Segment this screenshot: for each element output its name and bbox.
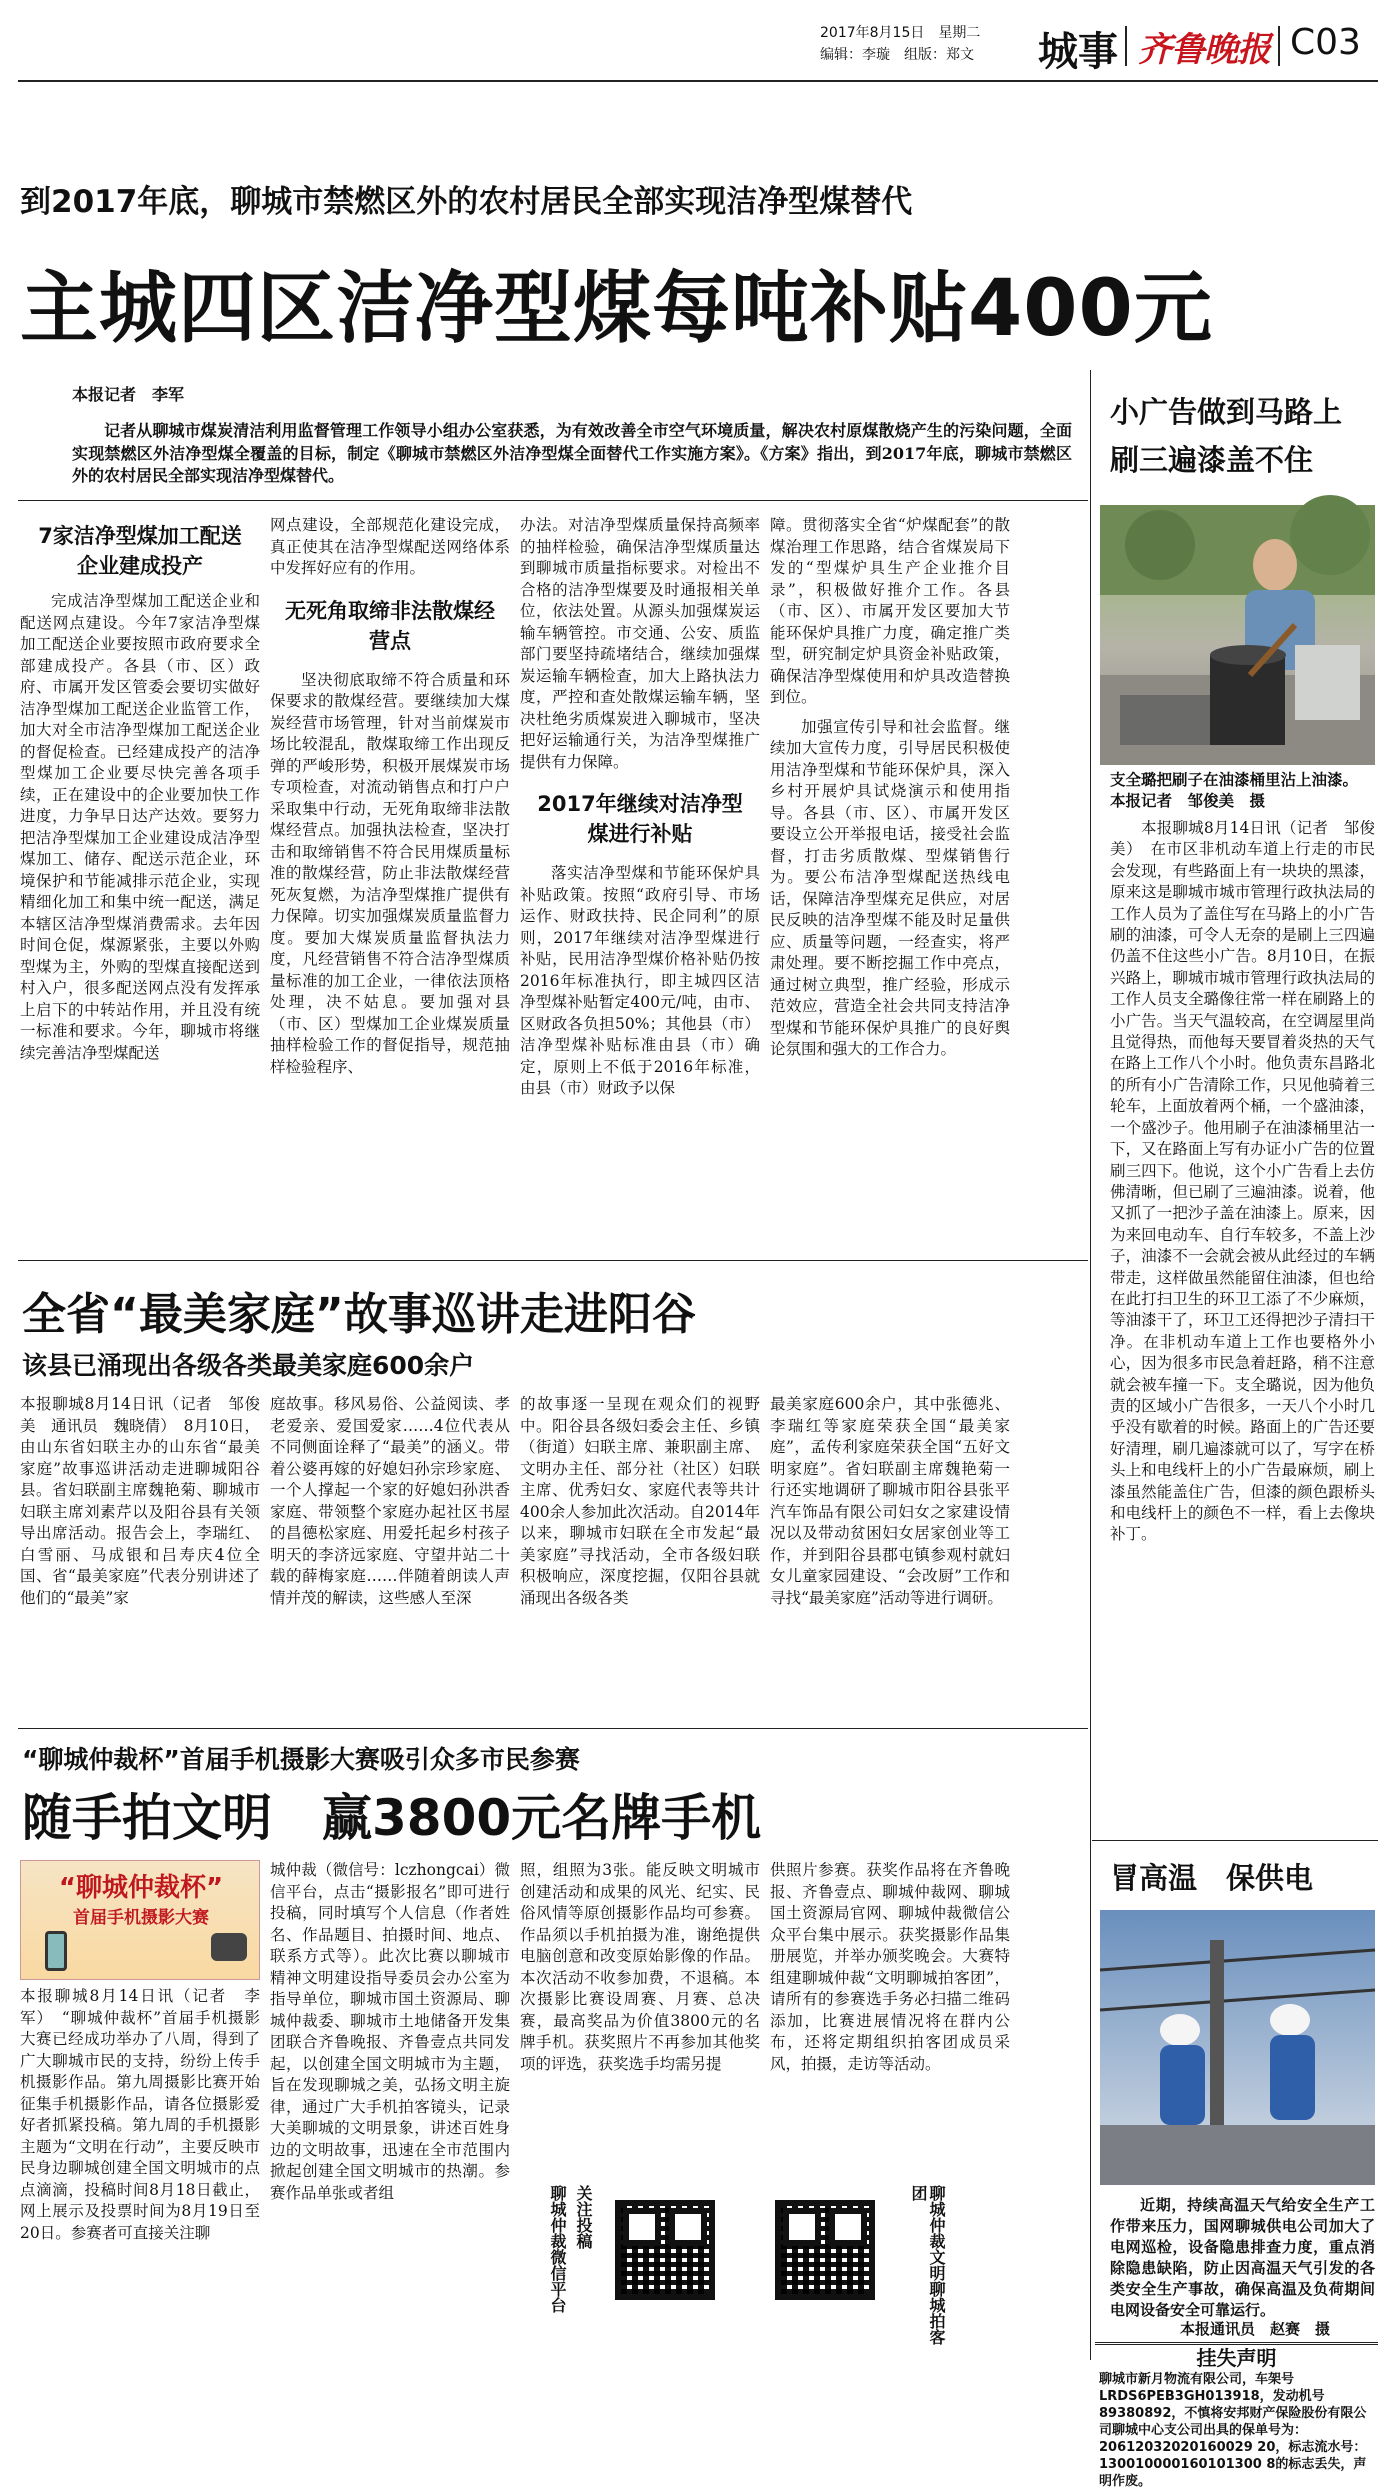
family-col-1: 本报聊城8月14日讯（记者 邹俊美 通讯员 魏晓倩） 8月10日，由山东省妇联主办的山东省“最美家庭”故事巡讲活动走进聊城阳谷县。省妇联副主席魏艳菊、聊城市妇联主席刘素芹以及阳谷县有关领导出席活动。报告会上，李瑞红、白雪丽、马成银和吕寿庆4位全国、省“最美家庭”代表分别讲述了他们的“最美”家 — [20, 1395, 260, 1607]
side2-text: 近期，持续高温天气给安全生产工作带来压力，国网聊城供电公司加大了电网巡检，设备隐患排查力度，重点消除隐患缺陷，防止因高温天气引发的各类安全生产事故，确保高温及负荷期间电网设备安全可靠运行。 — [1110, 2196, 1375, 2319]
paper-logo: 齐鲁晚报 — [1138, 30, 1270, 70]
qr1-label: 聊城仲裁微信平台 — [548, 2185, 567, 2313]
photo-col-3: 照，组照为3张。能反映文明城市创建活动和成果的风光、纪实、民俗风情等原创摄影作品均可参赛。作品须以手机拍摄为准，谢绝提供电脑创意和改变原始影像的作品。本次活动不收参加费，不退稿。本次摄影比赛设周赛、月赛、总决赛，最高奖品为价值3800元的名牌手机。获奖照片不再参加其他奖项的评选，获奖选手均需另提 — [520, 1861, 760, 2073]
photo-col-1: 本报聊城8月14日讯（记者 李军） “聊城仲裁杯”首届手机摄影大赛已经成功举办了八周，得到了广大聊城市民的支持，纷纷上传手机摄影作品。第九周摄影比赛开始征集手机摄影作品，请各位摄影爱好者抓紧投稿。第九周的手机摄影主题为“文明在行动”，主要反映市民身边聊城创建全国文明城市的点点滴滴，投稿时间8月18日截止，网上展示及投票时间为8月19日至20日。参赛者可直接关注聊 — [20, 1987, 260, 2242]
lead-col-3b: 落实洁净型煤和节能环保炉具补贴政策。按照“政府引导、市场运作、财政扶持、民企同利”的原则，2017年继续对洁净型煤进行补贴，民用洁净型煤价格补贴仍按2016年标准执行，即主城四区洁净型煤补贴暂定400元/吨，由市、区财政各负担50%；其他县（市）洁净型煤补贴标准由县（市）确定，原则上不低于2016年标准，由县（市）财政予以保 — [520, 864, 760, 1097]
qr1-note: 关注投稿 — [574, 2185, 593, 2249]
section-name: 城事 — [1038, 29, 1118, 75]
photo-headline: 随手拍文明 赢3800元名牌手机 — [22, 1789, 762, 1847]
lost-notice — [1095, 2342, 1378, 2489]
side2-headline: 冒高温 保供电 — [1110, 1861, 1314, 1895]
side1-caption: 支全璐把刷子在油漆桶里沾上油漆。 本报记者 邹俊美 摄 — [1110, 771, 1366, 810]
phone-icon — [45, 1931, 67, 1971]
family-col-4: 最美家庭600余户，其中张德兆、李瑞红等家庭荣获全国“最美家庭”，孟传利家庭荣获全国“五好文明家庭”。省妇联副主席魏艳菊一行还实地调研了聊城市阳谷县张平汽车饰品有限公司妇女之家建设情况以及带动贫困妇女居家创业等工作，并到阳谷县郡屯镇参观村就妇女儿童家园建设、“会改厨”工作和寻找“最美家庭”活动等进行调研。 — [770, 1395, 1010, 1607]
lead-col-3a: 办法。对洁净型煤质量保持高频率的抽样检验，确保洁净型煤质量达到聊城市质量指标要求。对检出不合格的洁净型煤要及时通报相关单位，依法处置。从源头加强煤炭运输车辆管控。市交通、公安、质监部门要坚持疏堵结合，继续加强煤炭运输车辆检查，加大上路执法力度，严控和查处散煤运输车辆，坚决杜绝劣质煤炭进入聊城市，坚决把好运输通行关，为洁净型煤推广提供有力保障。 — [520, 516, 760, 771]
lead-col-1: 完成洁净型煤加工配送企业和配送网点建设。今年7家洁净型煤加工配送企业要按照市政府要求全部建成投产。各县（市、区）政府、市属开发区管委会要切实做好洁净型煤加工配送企业监管工作，加大对全市洁净型煤加工配送企业的督促检查。已经建成投产的洁净型煤加工企业要尽快完善各项手续，正在建设中的企业要加快工作进度，力争早日达产达效。要努力把洁净型煤加工企业建设成洁净型煤加工、储存、配送示范企业，环境保护和节能减排示范企业，实现精细化加工和集中统一配送，满足本辖区洁净型煤消费需求。去年因时间仓促，煤源紧张，主要以外购型煤为主，外购的型煤直接配送到村入户，很多配送网点没有发挥承上启下的中转站作用，并且没有统一标准和要求。今年，聊城市将继续完善洁净型煤配送 — [20, 592, 260, 1062]
lead-subhead-3: 2017年继续对洁净型煤进行补贴 — [537, 792, 743, 846]
side2-credit: 本报通讯员 赵赛 摄 — [1180, 2320, 1331, 2338]
family-subhead: 该县已涌现出各级各类最美家庭600余户 — [22, 1351, 475, 1380]
side1-text: 本报聊城8月14日讯（记者 邹俊美） 在市区非机动车道上行走的市民会发现，有些路面上有一块块的黑漆，原来这是聊城市城市管理行政执法局的工作人员为了盖住写在马路上的小广告刷的油漆，可令人无奈的是刷上三四遍仍盖不住这些小广告。8月10日，在振兴路上，聊城市城市管理行政执法局的工作人员支全璐像往常一样在刷路上的小广告。当天气温较高，在空调屋里尚且觉得热，而他每天要冒着炎热的天气在路上工作八个小时。他负责东昌路北的所有小广告清除工作，只见他骑着三轮车，上面放着两个桶，一个盛油漆，一个盛沙子。他用刷子在油漆桶里沾一下，又在路面上写有办证小广告的位置刷三四下。他说，这个小广告看上去仿佛清晰，但已刷了三遍油漆。说着，他又抓了一把沙子盖在油漆上。原来，因为来回电动车、自行车较多，不盖上沙子，油漆不一会就会被从此经过的车辆带走，这样做虽然能留住油漆，但也给在此打扫卫生的环卫工添了不少麻烦，等油漆干了，环卫工还得把沙子清扫干净。在非机动车道上工作也要格外小心，因为很多市民急着赶路，稍不注意就会被车撞一下。支全璐说，因为他负责的区域小广告很多，一天八个小时几乎没有歇着的时候。路面上的广告还要好清理，刷几遍漆就可以了，写字在桥头上和电线杆上的小广告最麻烦，刷上漆虽然能盖住广告，但漆的颜色跟桥头和电线杆上的颜色不一样，看上去像块补丁。 — [1110, 819, 1375, 1544]
photo-col-2: 城仲裁（微信号：lczhongcai）微信平台，点击“摄影报名”即可进行投稿，同时填写个人信息（作者姓名、作品题目、拍摄时间、地点、联系方式等）。此次比赛以聊城市精神文明建设指导委员会办公室为指导单位，聊城市国土资源局、聊城仲裁委、聊城市土地储备开发集团联合齐鲁晚报、齐鲁壹点共同发起，以创建全国文明城市为主题，旨在发现聊城之美，弘扬文明主旋律，通过广大手机拍客镜头，记录大美聊城的文明景象，讲述百姓身边的文明故事，迅速在全市范围内掀起创建全国文明城市的热潮。参赛作品单张或者组 — [270, 1861, 510, 2202]
power-workers-photo — [1100, 1910, 1375, 2185]
family-col-2: 庭故事。移风易俗、公益阅读、孝老爱亲、爱国爱家……4位代表从不同侧面诠释了“最美”的涵义。带着公婆再嫁的好媳妇孙宗珍家庭、一个人撑起一个家的好媳妇孙洪香家庭、带领整个家庭办起社区书屋的昌德松家庭、用爱托起乡村孩子明天的李济远家庭、守望井站二十载的薛梅家庭……伴随着朗读人声情并茂的解读，这些感人至深 — [270, 1395, 510, 1607]
worker-painting-photo — [1100, 505, 1375, 765]
lead-col-2a: 网点建设，全部规范化建设完成，真正使其在洁净型煤配送网络体系中发挥好应有的作用。 — [270, 516, 510, 577]
photo-col-4: 供照片参赛。获奖作品将在齐鲁晚报、齐鲁壹点、聊城仲裁网、聊城国土资源局官网、聊城仲裁微信公众平台集中展示。获奖摄影作品集册展览，并举办颁奖晚会。大赛特组建聊城仲裁“文明聊城拍客团”，请所有的参赛选手务必扫描二维码添加，比赛进展情况将在群内公布，还将定期组织拍客团成员采风，拍摄，走访等活动。 — [770, 1861, 1010, 2073]
lead-headline: 主城四区洁净型煤每吨补贴400元 — [20, 264, 1213, 354]
lead-subhead-2: 无死角取缔非法散煤经营点 — [285, 598, 495, 653]
side1-headline-1: 小广告做到马路上 — [1110, 395, 1343, 429]
family-col-3: 的故事逐一呈现在观众们的视野中。阳谷县各级妇委会主任、乡镇（街道）妇联主席、兼职副主席、文明办主任、部分社（社区）妇联主席、优秀妇女、家庭代表等共计400余人参加此次活动。自2014年以来，聊城市妇联在全市发起“最美家庭”寻找活动，全市各级妇联积极响应，深度挖掘，仅阳谷县就涌现出各级各类 — [520, 1395, 760, 1607]
photo-kicker: “聊城仲裁杯”首届手机摄影大赛吸引众多市民参赛 — [22, 1745, 580, 1774]
lead-col-4b: 加强宣传引导和社会监督。继续加大宣传力度，引导居民积极使用洁净型煤和节能环保炉具，深入乡村开展炉具试烧演示和使用指导。各县（市、区）、市属开发区要设立公开举报电话，接受社会监督，打击劣质散煤、型煤销售行为。要公布洁净型煤配送热线电话，保障洁净型煤充足供应，对居民反映的洁净型煤不能及时足量供应、质量等问题，一经查实，将严肃处理。要不断挖掘工作中亮点，通过树立典型，推广经验，形成示范效应，营造全社会共同支持洁净型煤和节能环保炉具推广的良好舆论氛围和强大的工作合力。 — [770, 717, 1010, 1058]
notice-title: 挂失声明 — [1196, 2346, 1277, 2370]
qr-code-wechat[interactable] — [615, 2200, 715, 2300]
poster-title: “聊城仲裁杯” — [58, 1873, 224, 1903]
side1-headline-2: 刷三遍漆盖不住 — [1110, 443, 1314, 477]
lead-kicker: 到2017年底，聊城市禁燃区外的农村居民全部实现洁净型煤替代 — [20, 184, 913, 220]
lead-col-2b: 坚决彻底取缔不符合质量和环保要求的散煤经营。要继续加大煤炭经营市场管理，针对当前煤炭市场比较混乱，散煤取缔工作出现反弹的严峻形势，积极开展煤炭市场专项检查，对流动销售点和打户户采取集中行动，无死角取缔非法散煤经营点。加强执法检查，坚决打击和取缔销售不符合民用煤质量标准的散煤经营，防止非法散煤经营死灰复燃，为洁净型煤推广提供有力保障。切实加强煤炭质量监督力度。要加大煤炭质量监督执法力度，凡经营销售不符合洁净型煤质量标准的加工企业，一律依法顶格处理，决不姑息。要加强对县（市、区）型煤加工企业煤炭质量抽样检验工作的督促指导，规范抽样检验程序、 — [270, 670, 510, 1076]
lead-subhead-1: 7家洁净型煤加工配送企业建成投产 — [38, 524, 242, 578]
camera-icon — [211, 1933, 247, 1961]
header-date: 2017年8月15日 星期二 — [820, 25, 981, 41]
family-headline: 全省“最美家庭”故事巡讲走进阳谷 — [22, 1289, 696, 1340]
contest-poster — [20, 1860, 260, 1980]
qr-code-group[interactable] — [775, 2200, 875, 2300]
page-number: C03 — [1290, 22, 1361, 63]
qr2-label: 聊城仲裁文明聊城拍客团 — [909, 2185, 946, 2345]
notice-text: 聊城市新月物流有限公司，车架号LRDS6PEB3GH013918，发动机号89380892，不慎将安邦财产保险股份有限公司聊城中心支公司出具的保单号为：20612032020160029 20，标志流水号：130010000160101300 8的标志丢失，声明作废。 — [1099, 2372, 1367, 2489]
lead-byline: 本报记者 李军 — [72, 385, 185, 404]
poster-sub: 首届手机摄影大赛 — [73, 1908, 209, 1928]
header-editor: 编辑：李璇 组版：郑文 — [820, 47, 974, 63]
lead-intro: 记者从聊城市煤炭清洁利用监督管理工作领导小组办公室获悉，为有效改善全市空气环境质量，解决农村原煤散烧产生的污染问题，全面实现禁燃区外洁净型煤全覆盖的目标，制定《聊城市禁燃区外洁净型煤全面替代工作实施方案》。《方案》指出，到2017年底，聊城市禁燃区外的农村居民全部实现洁净型煤替代。 — [72, 421, 1072, 485]
lead-col-4a: 障。贯彻落实全省“炉煤配套”的散煤治理工作思路，结合省煤炭局下发的“型煤炉具生产企业推介目录”，积极做好推介工作。各县（市、区）、市属开发区要加大节能环保炉具推广力度，确定推广类型，研究制定炉具资金补贴政策，确保洁净型煤使用和炉具改造替换到位。 — [770, 516, 1010, 706]
